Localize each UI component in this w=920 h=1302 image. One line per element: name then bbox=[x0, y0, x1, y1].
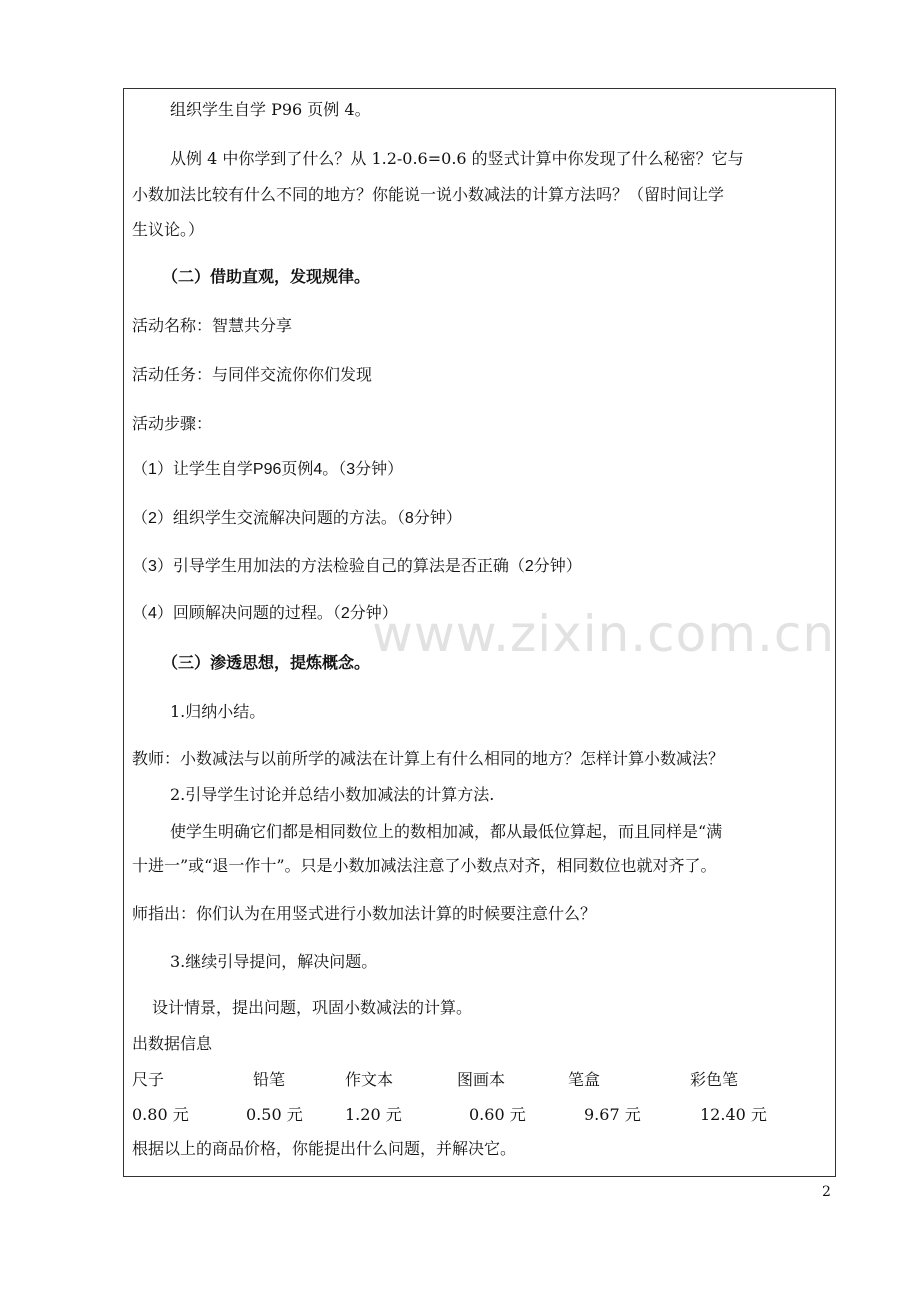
paragraph-question-line2: 小数加法比较有什么不同的地方？你能说一说小数减法的计算方法吗？（留时间让学 bbox=[132, 185, 725, 204]
item-name: 尺子 bbox=[132, 1070, 165, 1089]
method-line1: 使学生明确它们都是相同数位上的数相加减，都从最低位算起，而且同样是“满 bbox=[170, 822, 723, 841]
teacher-pointer: 师指出：你们认为在用竖式进行小数加法计算的时候要注意什么？ bbox=[132, 904, 597, 923]
paragraph-question-line1: 从例 4 中你学到了什么？从 1.2-0.6=0.6 的竖式计算中你发现了什么秘密？它与 bbox=[170, 149, 744, 168]
paragraph-self-study: 组织学生自学 P96 页例 4。 bbox=[170, 100, 371, 119]
item-price: 1.20 元 bbox=[345, 1105, 402, 1124]
item-name: 铅笔 bbox=[253, 1070, 286, 1089]
page-number: 2 bbox=[822, 1184, 831, 1200]
item-price: 0.80 元 bbox=[132, 1105, 189, 1124]
activity-task: 活动任务：与同伴交流你你们发现 bbox=[132, 365, 373, 384]
item-name: 笔盒 bbox=[568, 1070, 601, 1089]
section-heading-3: （三）渗透思想，提炼概念。 bbox=[162, 653, 371, 672]
closing-question: 根据以上的商品价格，你能提出什么问题，并解决它。 bbox=[132, 1139, 517, 1158]
step-3: （3）引导学生用加法的方法检验自己的算法是否正确（2分钟） bbox=[132, 558, 582, 575]
teacher-question: 教师：小数减法与以前所学的减法在计算上有什么相同的地方？怎样计算小数减法？ bbox=[132, 749, 725, 768]
data-info-label: 出数据信息 bbox=[132, 1034, 213, 1053]
step-4: （4）回顾解决问题的过程。（2分钟） bbox=[132, 605, 398, 622]
item-name: 图画本 bbox=[457, 1070, 506, 1089]
section-heading-2: （二）借助直观，发现规律。 bbox=[162, 267, 371, 286]
watermark: www.zixin.com.cn bbox=[372, 605, 836, 663]
paragraph-question-line3: 生议论。） bbox=[132, 220, 205, 239]
summary-item-1: 1.归纳小结。 bbox=[170, 702, 266, 721]
summary-item-2: 2.引导学生讨论并总结小数加减法的计算方法. bbox=[170, 785, 495, 804]
item-price: 9.67 元 bbox=[584, 1105, 641, 1124]
item-price: 0.50 元 bbox=[246, 1105, 303, 1124]
step-1: （1）让学生自学P96页例4。（3分钟） bbox=[132, 461, 404, 478]
design-scenario: 设计情景，提出问题，巩固小数减法的计算。 bbox=[152, 998, 473, 1017]
activity-name: 活动名称：智慧共分享 bbox=[132, 316, 293, 335]
summary-item-3: 3.继续引导提问，解决问题。 bbox=[170, 952, 378, 971]
step-2: （2）组织学生交流解决问题的方法。（8分钟） bbox=[132, 510, 462, 527]
item-price: 0.60 元 bbox=[469, 1105, 526, 1124]
method-line2: 十进一”或“退一作十”。只是小数加减法注意了小数点对齐，相同数位也就对齐了。 bbox=[132, 856, 717, 875]
item-name: 作文本 bbox=[345, 1070, 394, 1089]
item-price: 12.40 元 bbox=[700, 1105, 767, 1124]
activity-steps-label: 活动步骤： bbox=[132, 414, 213, 433]
item-name: 彩色笔 bbox=[690, 1070, 739, 1089]
